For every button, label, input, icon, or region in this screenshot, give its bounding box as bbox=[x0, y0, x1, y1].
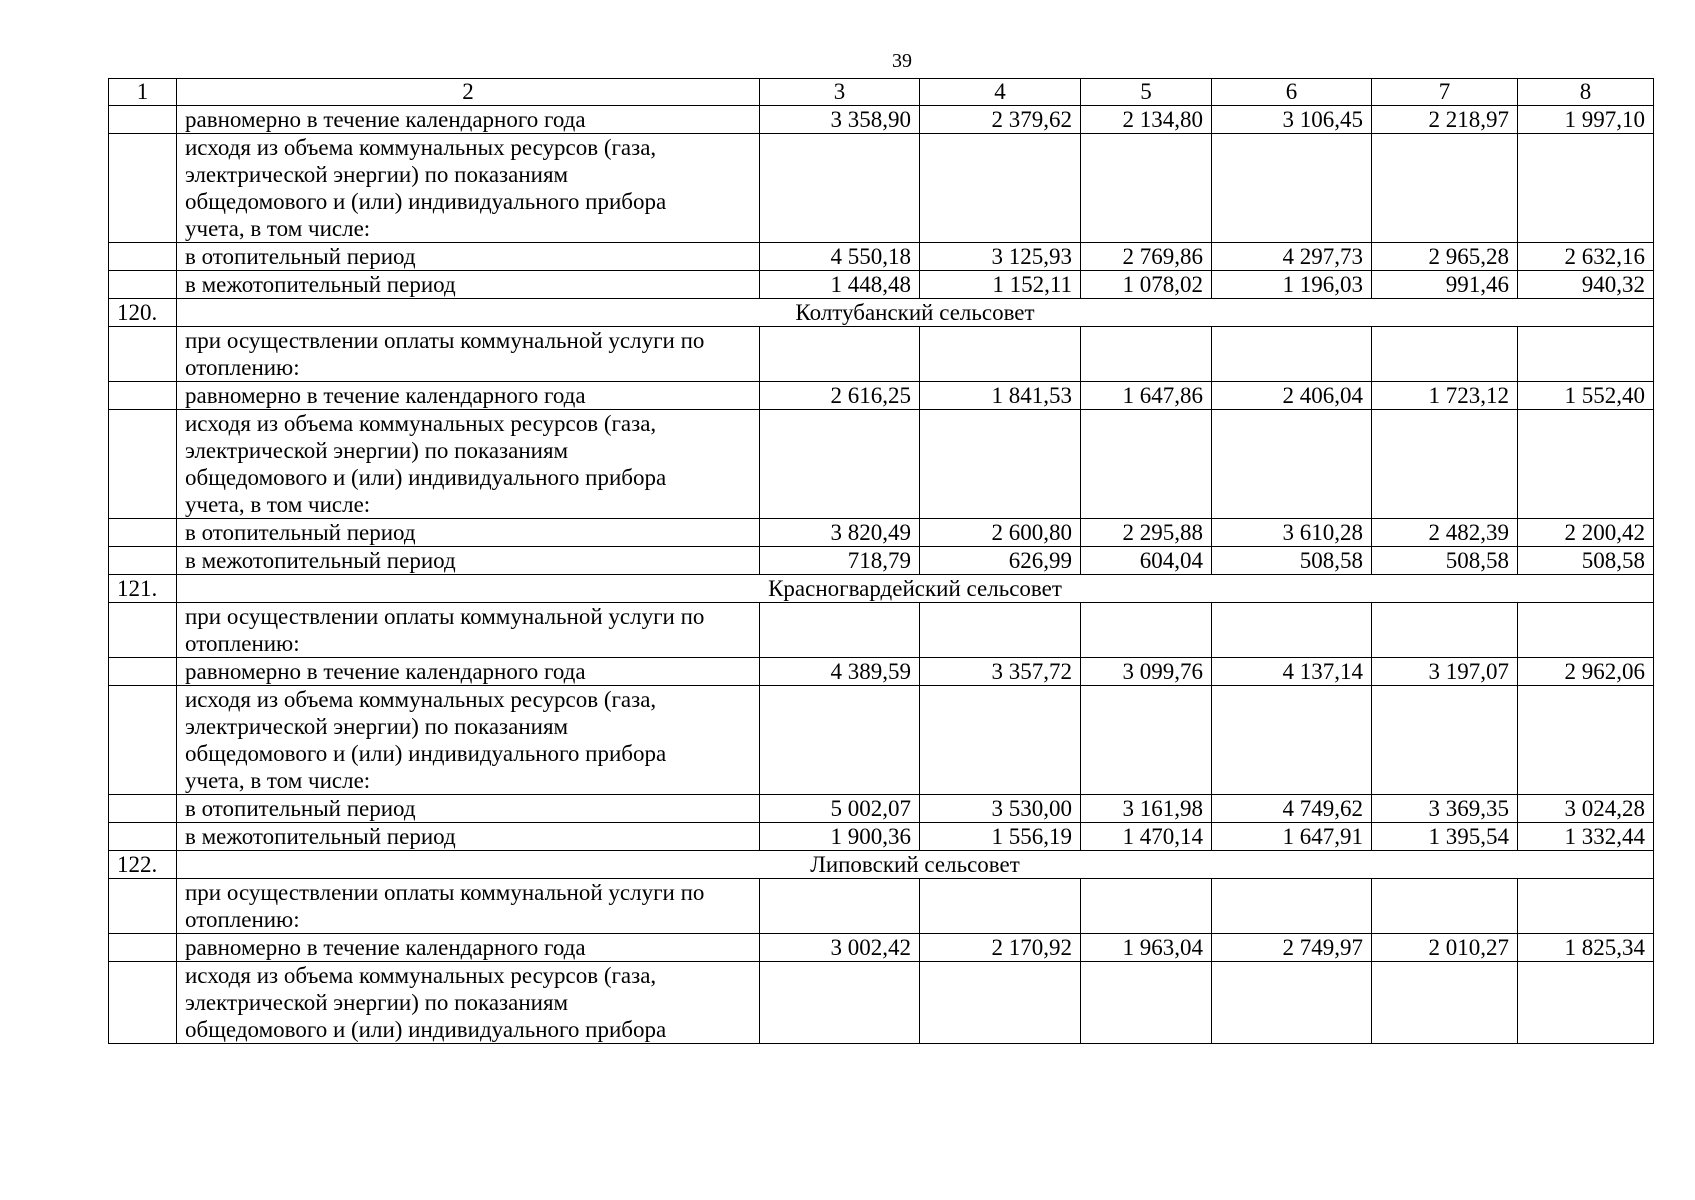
value-cell: 2 769,86 bbox=[1081, 243, 1212, 271]
row-number-cell bbox=[109, 410, 177, 519]
row-description: равномерно в течение календарного года bbox=[177, 934, 760, 962]
value-cell: 4 749,62 bbox=[1212, 795, 1372, 823]
row-number-cell bbox=[109, 243, 177, 271]
row-description: в отопительный период bbox=[177, 243, 760, 271]
value-cell bbox=[920, 962, 1081, 1044]
value-cell: 4 137,14 bbox=[1212, 658, 1372, 686]
tariff-table bbox=[108, 78, 1654, 1044]
table-row bbox=[109, 519, 1654, 547]
table-row bbox=[109, 962, 1654, 1044]
row-number-cell bbox=[109, 134, 177, 243]
value-cell: 3 610,28 bbox=[1212, 519, 1372, 547]
row-description: в межотопительный период bbox=[177, 823, 760, 851]
value-cell bbox=[1081, 410, 1212, 519]
table-row bbox=[109, 134, 1654, 243]
row-number-cell bbox=[109, 106, 177, 134]
value-cell bbox=[760, 603, 920, 658]
value-cell bbox=[1212, 962, 1372, 1044]
row-description: равномерно в течение календарного года bbox=[177, 658, 760, 686]
value-cell: 3 125,93 bbox=[920, 243, 1081, 271]
value-cell: 1 841,53 bbox=[920, 382, 1081, 410]
value-cell: 2 406,04 bbox=[1212, 382, 1372, 410]
column-header: 4 bbox=[920, 79, 1081, 106]
value-cell bbox=[1372, 327, 1518, 382]
value-cell bbox=[920, 327, 1081, 382]
value-cell: 3 357,72 bbox=[920, 658, 1081, 686]
row-number-cell bbox=[109, 823, 177, 851]
value-cell bbox=[1372, 603, 1518, 658]
value-cell: 1 395,54 bbox=[1372, 823, 1518, 851]
value-cell bbox=[1081, 327, 1212, 382]
row-number-cell bbox=[109, 327, 177, 382]
value-cell: 1 963,04 bbox=[1081, 934, 1212, 962]
value-cell bbox=[1372, 410, 1518, 519]
value-cell bbox=[920, 879, 1081, 934]
table-row bbox=[109, 658, 1654, 686]
value-cell: 1 647,86 bbox=[1081, 382, 1212, 410]
value-cell bbox=[1081, 686, 1212, 795]
value-cell: 2 379,62 bbox=[920, 106, 1081, 134]
value-cell: 4 389,59 bbox=[760, 658, 920, 686]
value-cell bbox=[1081, 134, 1212, 243]
value-cell: 1 196,03 bbox=[1212, 271, 1372, 299]
value-cell: 2 200,42 bbox=[1518, 519, 1654, 547]
row-description: равномерно в течение календарного года bbox=[177, 382, 760, 410]
page-number: 39 bbox=[892, 50, 912, 72]
table-row bbox=[109, 106, 1654, 134]
value-cell: 2 616,25 bbox=[760, 382, 920, 410]
value-cell: 3 358,90 bbox=[760, 106, 920, 134]
column-header: 3 bbox=[760, 79, 920, 106]
value-cell: 1 152,11 bbox=[920, 271, 1081, 299]
table-row bbox=[109, 410, 1654, 519]
value-cell: 3 106,45 bbox=[1212, 106, 1372, 134]
table-row bbox=[109, 823, 1654, 851]
row-number-cell bbox=[109, 382, 177, 410]
value-cell bbox=[1372, 962, 1518, 1044]
value-cell bbox=[1518, 327, 1654, 382]
row-number-cell bbox=[109, 934, 177, 962]
value-cell bbox=[1372, 879, 1518, 934]
value-cell: 2 218,97 bbox=[1372, 106, 1518, 134]
table-row bbox=[109, 934, 1654, 962]
column-header: 8 bbox=[1518, 79, 1654, 106]
value-cell bbox=[1372, 134, 1518, 243]
row-number-cell bbox=[109, 603, 177, 658]
value-cell: 2 632,16 bbox=[1518, 243, 1654, 271]
value-cell: 2 134,80 bbox=[1081, 106, 1212, 134]
value-cell: 2 295,88 bbox=[1081, 519, 1212, 547]
row-description: исходя из объема коммунальных ресурсов (газа, электрической энергии) по показаниям общедомового и (или) индивидуального прибора учета, в том числе: bbox=[177, 686, 760, 795]
table-row bbox=[109, 271, 1654, 299]
value-cell bbox=[1518, 603, 1654, 658]
section-row bbox=[109, 299, 1654, 327]
value-cell bbox=[760, 410, 920, 519]
section-title: Красногвардейский сельсовет bbox=[177, 575, 1654, 603]
row-number-cell bbox=[109, 962, 177, 1044]
table-row bbox=[109, 795, 1654, 823]
row-number-cell bbox=[109, 519, 177, 547]
value-cell: 2 965,28 bbox=[1372, 243, 1518, 271]
value-cell bbox=[1518, 962, 1654, 1044]
table-row bbox=[109, 547, 1654, 575]
row-number-cell bbox=[109, 879, 177, 934]
value-cell: 3 197,07 bbox=[1372, 658, 1518, 686]
value-cell bbox=[920, 410, 1081, 519]
value-cell bbox=[760, 879, 920, 934]
row-number-cell bbox=[109, 271, 177, 299]
value-cell: 604,04 bbox=[1081, 547, 1212, 575]
value-cell bbox=[920, 686, 1081, 795]
value-cell bbox=[1518, 686, 1654, 795]
value-cell bbox=[760, 134, 920, 243]
value-cell: 991,46 bbox=[1372, 271, 1518, 299]
row-description: при осуществлении оплаты коммунальной услуги по отоплению: bbox=[177, 327, 760, 382]
value-cell: 1 332,44 bbox=[1518, 823, 1654, 851]
column-header: 6 bbox=[1212, 79, 1372, 106]
table-row bbox=[109, 327, 1654, 382]
value-cell: 1 900,36 bbox=[760, 823, 920, 851]
value-cell: 3 099,76 bbox=[1081, 658, 1212, 686]
value-cell: 2 170,92 bbox=[920, 934, 1081, 962]
value-cell bbox=[1212, 410, 1372, 519]
value-cell: 1 825,34 bbox=[1518, 934, 1654, 962]
value-cell bbox=[1212, 134, 1372, 243]
row-description: при осуществлении оплаты коммунальной услуги по отоплению: bbox=[177, 603, 760, 658]
value-cell: 718,79 bbox=[760, 547, 920, 575]
value-cell: 1 552,40 bbox=[1518, 382, 1654, 410]
row-description: исходя из объема коммунальных ресурсов (газа, электрической энергии) по показаниям общедомового и (или) индивидуального прибора bbox=[177, 962, 760, 1044]
row-number-cell bbox=[109, 686, 177, 795]
value-cell bbox=[1081, 603, 1212, 658]
value-cell bbox=[1372, 686, 1518, 795]
row-description: при осуществлении оплаты коммунальной услуги по отоплению: bbox=[177, 879, 760, 934]
value-cell bbox=[760, 327, 920, 382]
value-cell: 2 962,06 bbox=[1518, 658, 1654, 686]
value-cell: 1 078,02 bbox=[1081, 271, 1212, 299]
value-cell: 508,58 bbox=[1518, 547, 1654, 575]
value-cell: 1 556,19 bbox=[920, 823, 1081, 851]
column-header: 2 bbox=[177, 79, 760, 106]
value-cell: 4 550,18 bbox=[760, 243, 920, 271]
table-body bbox=[109, 106, 1654, 1044]
column-header: 7 bbox=[1372, 79, 1518, 106]
value-cell: 3 002,42 bbox=[760, 934, 920, 962]
value-cell: 3 024,28 bbox=[1518, 795, 1654, 823]
value-cell bbox=[1081, 879, 1212, 934]
value-cell bbox=[920, 134, 1081, 243]
value-cell: 508,58 bbox=[1212, 547, 1372, 575]
row-number-cell bbox=[109, 658, 177, 686]
value-cell: 3 161,98 bbox=[1081, 795, 1212, 823]
value-cell: 626,99 bbox=[920, 547, 1081, 575]
value-cell bbox=[1518, 879, 1654, 934]
table-row bbox=[109, 879, 1654, 934]
section-title: Колтубанский сельсовет bbox=[177, 299, 1654, 327]
value-cell: 1 647,91 bbox=[1212, 823, 1372, 851]
value-cell bbox=[1212, 603, 1372, 658]
value-cell bbox=[760, 962, 920, 1044]
row-number-cell: 121. bbox=[109, 575, 177, 603]
value-cell: 508,58 bbox=[1372, 547, 1518, 575]
table-row bbox=[109, 686, 1654, 795]
value-cell bbox=[1212, 327, 1372, 382]
value-cell: 3 369,35 bbox=[1372, 795, 1518, 823]
row-description: равномерно в течение календарного года bbox=[177, 106, 760, 134]
value-cell: 4 297,73 bbox=[1212, 243, 1372, 271]
value-cell bbox=[1212, 686, 1372, 795]
value-cell bbox=[920, 603, 1081, 658]
value-cell: 2 600,80 bbox=[920, 519, 1081, 547]
value-cell: 940,32 bbox=[1518, 271, 1654, 299]
value-cell: 1 470,14 bbox=[1081, 823, 1212, 851]
value-cell bbox=[1518, 134, 1654, 243]
table-row bbox=[109, 382, 1654, 410]
value-cell: 1 448,48 bbox=[760, 271, 920, 299]
row-description: в межотопительный период bbox=[177, 271, 760, 299]
row-number-cell bbox=[109, 795, 177, 823]
row-number-cell: 120. bbox=[109, 299, 177, 327]
row-description: исходя из объема коммунальных ресурсов (газа, электрической энергии) по показаниям общедомового и (или) индивидуального прибора учета, в том числе: bbox=[177, 134, 760, 243]
value-cell: 2 482,39 bbox=[1372, 519, 1518, 547]
table-row bbox=[109, 243, 1654, 271]
section-title: Липовский сельсовет bbox=[177, 851, 1654, 879]
section-row bbox=[109, 575, 1654, 603]
row-description: исходя из объема коммунальных ресурсов (газа, электрической энергии) по показаниям общедомового и (или) индивидуального прибора учета, в том числе: bbox=[177, 410, 760, 519]
column-header: 1 bbox=[109, 79, 177, 106]
header-row bbox=[109, 79, 1654, 106]
value-cell: 5 002,07 bbox=[760, 795, 920, 823]
row-number-cell: 122. bbox=[109, 851, 177, 879]
value-cell bbox=[1518, 410, 1654, 519]
value-cell bbox=[760, 686, 920, 795]
value-cell: 1 997,10 bbox=[1518, 106, 1654, 134]
row-description: в межотопительный период bbox=[177, 547, 760, 575]
row-description: в отопительный период bbox=[177, 795, 760, 823]
value-cell bbox=[1081, 962, 1212, 1044]
value-cell: 2 010,27 bbox=[1372, 934, 1518, 962]
value-cell: 2 749,97 bbox=[1212, 934, 1372, 962]
table-row bbox=[109, 603, 1654, 658]
section-row bbox=[109, 851, 1654, 879]
row-number-cell bbox=[109, 547, 177, 575]
column-header: 5 bbox=[1081, 79, 1212, 106]
value-cell: 3 530,00 bbox=[920, 795, 1081, 823]
value-cell bbox=[1212, 879, 1372, 934]
row-description: в отопительный период bbox=[177, 519, 760, 547]
value-cell: 1 723,12 bbox=[1372, 382, 1518, 410]
value-cell: 3 820,49 bbox=[760, 519, 920, 547]
